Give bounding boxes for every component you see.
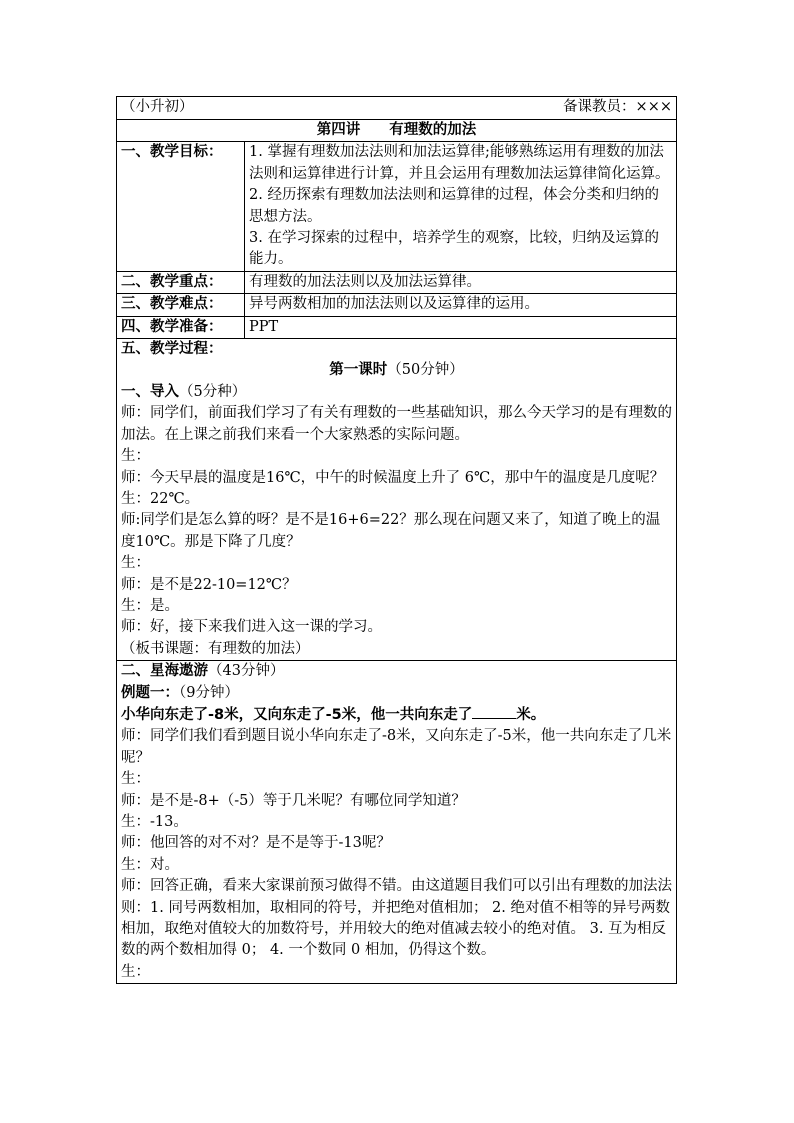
dialogue-line: 师：今天早晨的温度是16℃，中午的时候温度上升了 6℃，那中午的温度是几度呢？: [121, 469, 665, 486]
example-question: [121, 704, 672, 726]
difficulty-content: 异号两数相加的加法法则以及运算律的运用。: [245, 294, 677, 316]
lesson-title-duration: （50分钟）: [387, 362, 464, 379]
lesson-title-main: 第一课时: [329, 362, 388, 379]
lesson-title: [121, 360, 672, 381]
grade-label: （小升初）: [117, 97, 245, 120]
dialogue-line: 生：-13。: [121, 814, 188, 830]
intro-heading-main: 一、导入: [121, 383, 179, 400]
dialogue-line: （板书课题：有理数的加法）: [121, 640, 310, 657]
section2-heading-main: 二、星海遨游: [121, 663, 208, 680]
process-content: [117, 339, 677, 661]
prep-row: [117, 316, 677, 338]
intro-heading-duration: （5分种）: [179, 383, 247, 400]
dialogue-line: 师：是不是-8+（-5）等于几米呢？有哪位同学知道？: [121, 792, 466, 809]
key-label: 二、教学重点：: [117, 271, 245, 293]
lesson-plan-sheet: [116, 96, 676, 984]
header-row: [117, 97, 677, 120]
teacher-label: 备课教员：×××: [245, 97, 677, 120]
dialogue-line: 生：: [121, 771, 150, 788]
difficulty-label: 三、教学难点：: [117, 294, 245, 316]
key-row: [117, 271, 677, 293]
dialogue-line: 生：是。: [121, 597, 179, 614]
section2-row: [117, 661, 677, 984]
dialogue-line: 师：回答正确，看来大家课前预习做得不错。由这道题目我们可以引出有理数的加法法则：1. 同号两数相加，取相同的符号，并把绝对值相加； 2. 绝对值不相等的异号两数相加，取绝对值较大的加数符号，并用较大的绝对值减去较小的绝对值。 3. 互为相反数的两个数相加得 0； 4. 一个数同 0 相加，仍得这个数。: [121, 878, 672, 959]
example-heading-duration: （9分钟）: [179, 684, 239, 701]
example-heading-main: 例题一：: [121, 684, 179, 701]
goals-row: [117, 142, 677, 271]
intro-heading: [121, 382, 672, 403]
dialogue-line: 生：: [121, 448, 150, 465]
goals-content: [245, 142, 677, 271]
goal-item: 1. 掌握有理数加法法则和加法运算律;能够熟练运用有理数的加法法则和运算律进行计算，并且会运用有理数加法运算律简化运算。: [249, 144, 670, 182]
process-row: [117, 339, 677, 661]
dialogue-line: 生：: [121, 963, 150, 980]
answer-blank: [472, 704, 516, 719]
dialogue-line: 生：对。: [121, 856, 179, 873]
goal-item: 2. 经历探索有理数加法法则和运算律的过程，体会分类和归纳的思想方法。: [249, 187, 659, 225]
section2-content: [117, 661, 677, 984]
lecture-title: 第四讲 有理数的加法: [117, 120, 677, 142]
dialogue-line: 师：同学们，前面我们学习了有关有理数的一些基础知识，那么今天学习的是有理数的加法。在上课之前我们来看一个大家熟悉的实际问题。: [121, 405, 672, 443]
dialogue-line: 师：好，接下来我们进入这一课的学习。: [121, 619, 382, 636]
section2-heading: [121, 661, 672, 682]
goals-label: 一、教学目标：: [117, 142, 245, 271]
question-text: 小华向东走了-8米，又向东走了-5米，他一共向东走了: [121, 706, 473, 723]
dialogue-line: 生：: [121, 555, 150, 572]
process-label: 五、教学过程：: [121, 341, 223, 358]
dialogue-line: 师:同学们是怎么算的呀？是不是16+6=22？那么现在问题又来了，知道了晚上的温度10℃。那是下降了几度？: [121, 512, 661, 550]
section2-heading-duration: （43分钟）: [208, 663, 285, 680]
question-unit: 米。: [516, 706, 546, 723]
example-heading: [121, 683, 672, 704]
difficulty-row: [117, 294, 677, 316]
prep-content: PPT: [245, 316, 677, 338]
dialogue-line: 师：同学们我们看到题目说小华向东走了-8米，又向东走了-5米，他一共向东走了几米呢？: [121, 728, 672, 766]
dialogue-line: 师：他回答的对不对？是不是等于-13呢？: [121, 835, 391, 852]
key-content: 有理数的加法法则以及加法运算律。: [245, 271, 677, 293]
title-row: [117, 120, 677, 142]
dialogue-line: 生：22℃。: [121, 490, 200, 507]
prep-label: 四、教学准备：: [117, 316, 245, 338]
lesson-plan-table: [116, 96, 677, 984]
dialogue-line: 师：是不是22-10=12℃？: [121, 576, 297, 593]
goal-item: 3. 在学习探索的过程中，培养学生的观察，比较，归纳及运算的能力。: [249, 230, 659, 268]
